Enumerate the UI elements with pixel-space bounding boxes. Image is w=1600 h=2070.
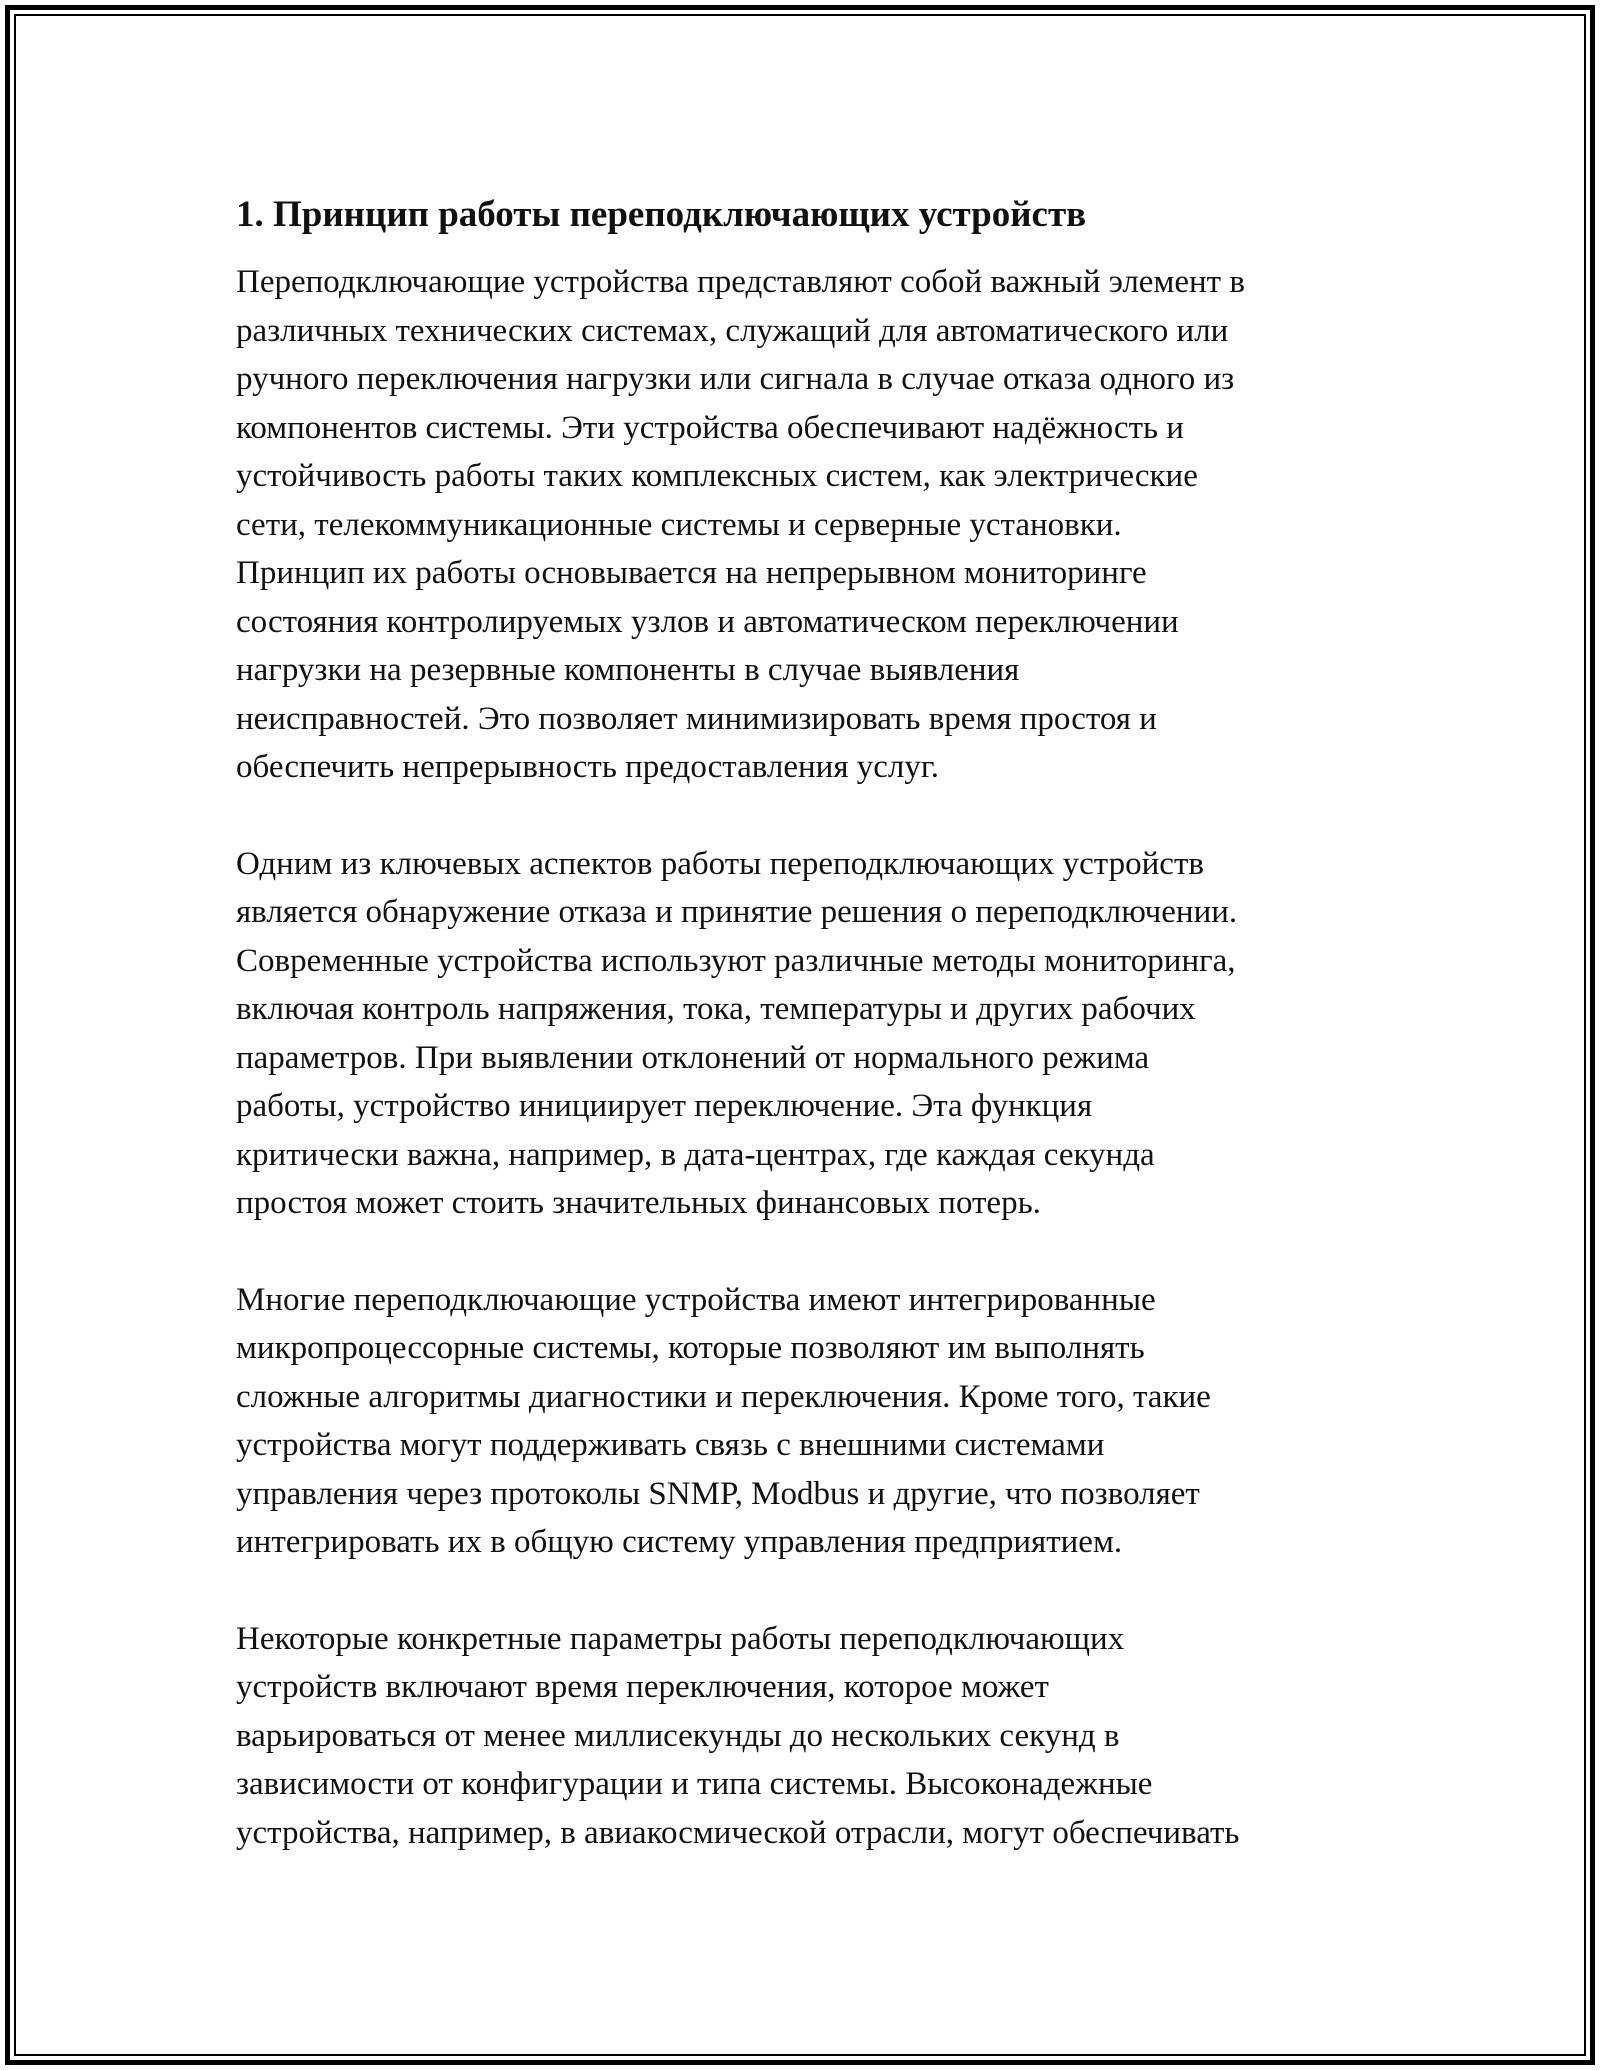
paragraph-2: Одним из ключевых аспектов работы переподключающих устройств является обнаружение отказа и принятие решения о переподключении. Современные устройства используют различные методы мониторинга, включая контроль напряжения, тока, температуры и других рабочих параметров. При выявлении отклонений от нормального режима работы, устройство инициирует переключение. Эта функция критически важна, например, в дата-центрах, где каждая секунда простоя может стоить значительных финансовых потерь. — [236, 845, 1238, 1221]
paragraph-3: Многие переподключающие устройства имеют интегрированные микропроцессорные системы, которые позволяют им выполнять сложные алгоритмы диагностики и переключения. Кроме того, такие устройства могут поддерживать связь с внешними системами управления через протоколы SNMP, Modbus и другие, что позволяет интегрировать их в общую систему управления предприятием. — [236, 1281, 1211, 1560]
paragraph-4: Некоторые конкретные параметры работы переподключающих устройств включают время переключения, которое может варьироваться от менее миллисекунды до нескольких секунд в зависимости от конфигурации и типа системы. Высоконадежные устройства, например, в авиакосмической отрасли, могут обеспечивать — [236, 1620, 1240, 1851]
section-title: 1. Принцип работы переподключающих устройств — [236, 194, 1087, 235]
document-body — [236, 190, 1396, 1857]
paragraph-1: Переподключающие устройства представляют собой важный элемент в различных технических системах, служащий для автоматического или ручного переключения нагрузки или сигнала в случае отказа одного из компонентов системы. Эти устройства обеспечивают надёжность и устойчивость работы таких комплексных систем, как электрические сети, телекоммуникационные системы и серверные установки. Принцип их работы основывается на непрерывном мониторинге состояния контролируемых узлов и автоматическом переключении нагрузки на резервные компоненты в случае выявления неисправностей. Это позволяет минимизировать время простоя и обеспечить непрерывность предоставления услуг. — [236, 264, 1245, 785]
